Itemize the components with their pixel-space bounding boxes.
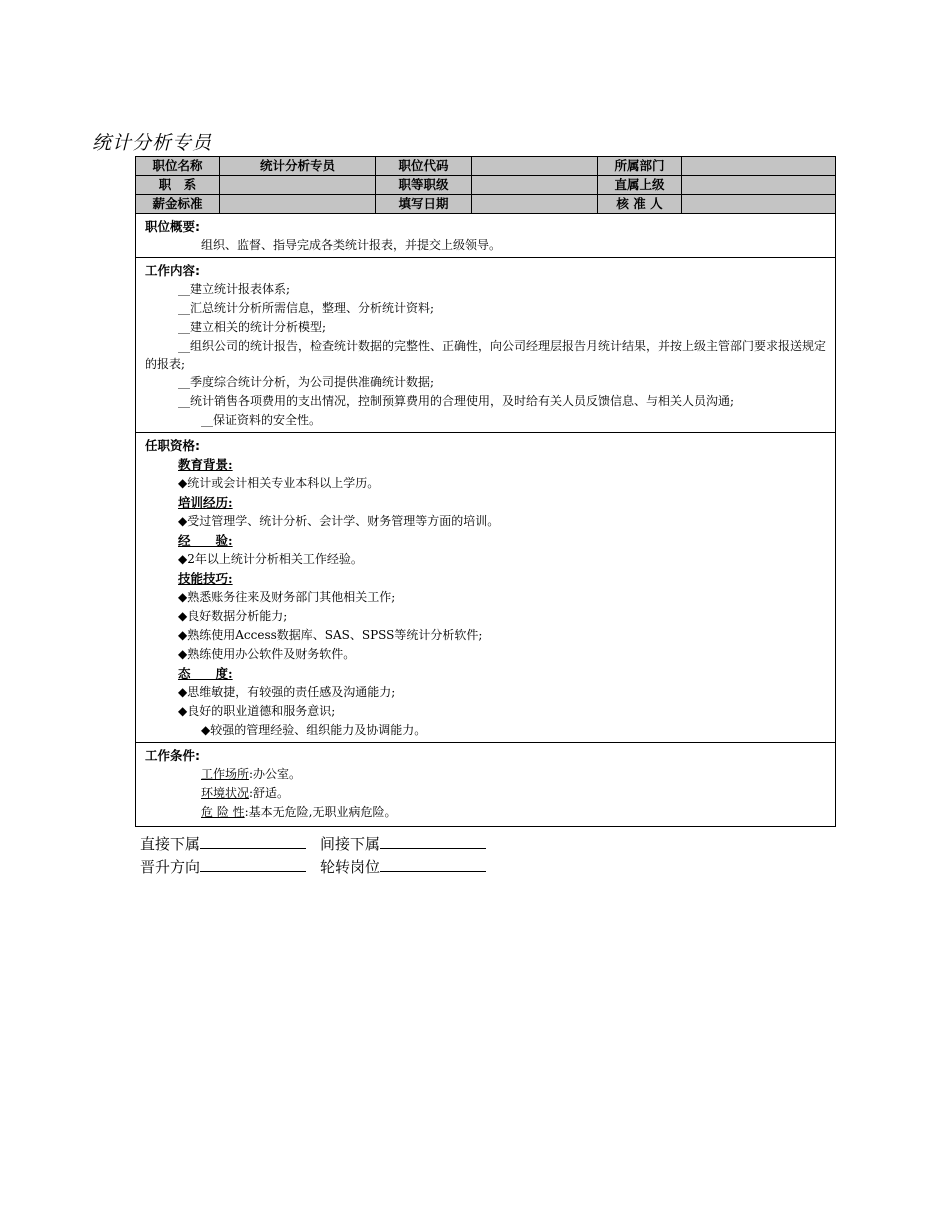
job-grade-value — [472, 176, 598, 195]
workplace-value: :办公室。 — [249, 767, 302, 781]
overview-title: 职位概要: — [145, 219, 200, 234]
direct-subordinate-label: 直接下属 — [140, 835, 201, 853]
education-text: ◆统计或会计相关专业本科以上学历。 — [178, 476, 380, 490]
skills-label: 技能技巧: — [178, 571, 233, 586]
condition-item — [145, 784, 827, 803]
approver-label: 核 准 人 — [598, 195, 682, 214]
approver-value — [682, 195, 836, 214]
overview-text: 组织、监督、指导完成各类统计报表，并提交上级领导。 — [201, 238, 502, 252]
workplace-label: 工作场所 — [201, 767, 250, 781]
environment-label: 环境状况 — [201, 786, 250, 800]
duty-item: __保证资料的安全性。 — [201, 413, 322, 427]
risk-value: :基本无危险,无职业病危险。 — [244, 805, 397, 819]
indirect-subordinate-label: 间接下属 — [320, 835, 381, 853]
condition-item — [145, 765, 827, 784]
duty-item: __建立相关的统计分析模型; — [178, 320, 327, 334]
attitude-item: ◆思维敏捷，有较强的责任感及沟通能力; — [178, 685, 396, 699]
attitude-item: ◆较强的管理经验、组织能力及协调能力。 — [201, 723, 427, 737]
duty-item: __统计销售各项费用的支出情况，控制预算费用的合理使用，及时给有关人员反馈信息、与相关人员沟通; — [178, 394, 735, 408]
position-name-label: 职位名称 — [136, 157, 220, 176]
footer-row — [140, 832, 486, 855]
job-family-value — [220, 176, 376, 195]
direct-subordinate-blank — [200, 832, 306, 849]
document-title: 统计分析专员 — [92, 132, 213, 154]
duties-title: 工作内容: — [145, 263, 200, 278]
overview-section — [136, 214, 836, 258]
fill-date-value — [472, 195, 598, 214]
salary-standard-value — [220, 195, 376, 214]
job-description-table — [135, 156, 836, 827]
skill-item: ◆熟练使用Access数据库、SAS、SPSS等统计分析软件; — [178, 628, 483, 642]
header-row — [136, 195, 836, 214]
attitude-item: ◆良好的职业道德和服务意识; — [178, 704, 336, 718]
duty-item: __组织公司的统计报告，检查统计数据的完整性、正确性，向公司经理层报告月统计结果，并按上级主管部门要求报送规定的报表; — [145, 339, 827, 371]
position-name-value: 统计分析专员 — [220, 157, 376, 176]
skill-item: ◆熟悉账务往来及财务部门其他相关工作; — [178, 590, 396, 604]
rotation-label: 轮转岗位 — [320, 858, 381, 876]
department-value — [682, 157, 836, 176]
salary-standard-label: 薪金标准 — [136, 195, 220, 214]
qualifications-section — [136, 433, 836, 743]
promotion-label: 晋升方向 — [140, 858, 201, 876]
direct-superior-value — [682, 176, 836, 195]
skill-item: ◆良好数据分析能力; — [178, 609, 288, 623]
position-code-label: 职位代码 — [376, 157, 472, 176]
duty-item: __季度综合统计分析，为公司提供准确统计数据; — [178, 375, 435, 389]
indirect-subordinate-blank — [380, 832, 486, 849]
training-text: ◆受过管理学、统计分析、会计学、财务管理等方面的培训。 — [178, 514, 500, 528]
footer-row — [140, 855, 486, 878]
promotion-blank — [200, 855, 306, 872]
environment-value: :舒适。 — [249, 786, 290, 800]
duties-section — [136, 258, 836, 433]
fill-date-label: 填写日期 — [376, 195, 472, 214]
job-family-label: 职 系 — [136, 176, 220, 195]
condition-item — [145, 803, 827, 822]
conditions-section — [136, 743, 836, 827]
conditions-title: 工作条件: — [145, 748, 200, 763]
header-row — [136, 176, 836, 195]
qualifications-title: 任职资格: — [145, 438, 200, 453]
duty-item: __建立统计报表体系; — [178, 282, 291, 296]
duty-item: __汇总统计分析所需信息，整理、分析统计资料; — [178, 301, 435, 315]
job-grade-label: 职等职级 — [376, 176, 472, 195]
header-row — [136, 157, 836, 176]
rotation-blank — [380, 855, 486, 872]
department-label: 所属部门 — [598, 157, 682, 176]
experience-text: ◆2年以上统计分析相关工作经验。 — [178, 552, 363, 566]
education-label: 教育背景: — [178, 457, 233, 472]
skill-item: ◆熟练使用办公软件及财务软件。 — [178, 647, 356, 661]
risk-label: 危 险 性 — [201, 805, 245, 819]
direct-superior-label: 直属上级 — [598, 176, 682, 195]
position-code-value — [472, 157, 598, 176]
training-label: 培训经历: — [178, 495, 233, 510]
attitude-label: 态 度: — [178, 666, 233, 681]
experience-label: 经 验: — [178, 533, 233, 548]
